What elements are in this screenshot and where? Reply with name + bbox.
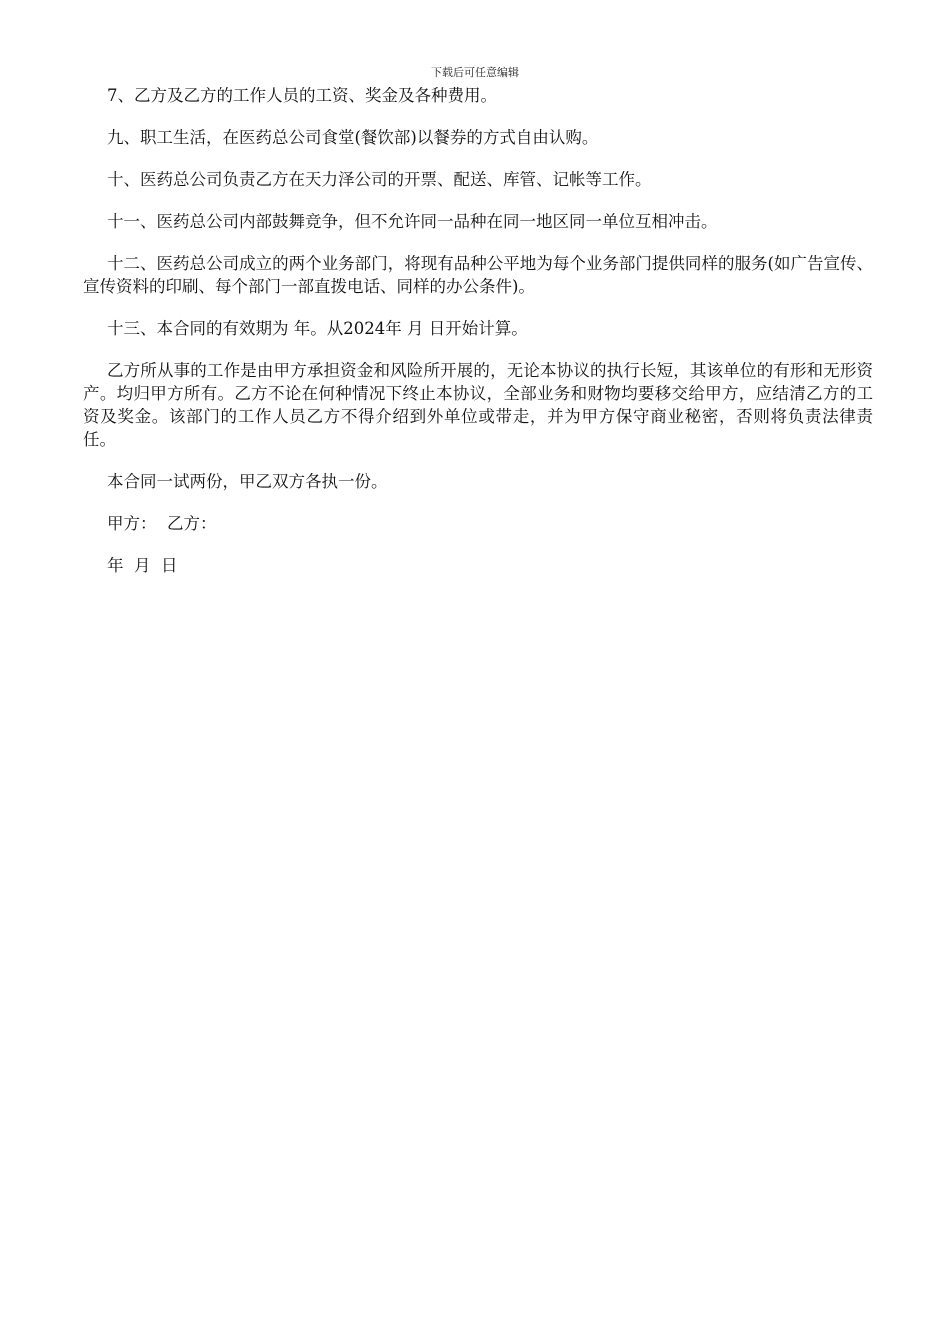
clause-12-department-services: 十二、医药总公司成立的两个业务部门，将现有品种公平地为每个业务部门提供同样的服务(如广告宣传、宣传资料的印刷、每个部门一部直拨电话、同样的办公条件)。 [83, 254, 873, 296]
clause-assets-and-confidentiality: 乙方所从事的工作是由甲方承担资金和风险所开展的，无论本协议的执行长短，其该单位的有形和无形资产。均归甲方所有。乙方不论在何种情况下终止本协议，全部业务和财物均要移交给甲方，应结清乙方的工资及奖金。该部门的工作人员乙方不得介绍到外单位或带走，并为甲方保守商业秘密，否则将负责法律责任。 [83, 361, 873, 449]
clause-11-internal-competition: 十一、医药总公司内部鼓舞竞争，但不允许同一品种在同一地区同一单位互相冲击。 [107, 212, 718, 231]
copies-statement: 本合同一试两份，甲乙双方各执一份。 [107, 472, 388, 491]
signature-parties: 甲方： 乙方： [107, 514, 217, 533]
clause-9-staff-meals: 九、职工生活，在医药总公司食堂(餐饮部)以餐券的方式自由认购。 [107, 128, 599, 147]
clause-7-wages: 7、乙方及乙方的工作人员的工资、奖金及各种费用。 [107, 86, 497, 105]
document-body [83, 84, 873, 596]
signature-date: 年 月 日 [107, 556, 178, 575]
page-header-note: 下载后可任意编辑 [431, 66, 519, 79]
clause-10-invoicing-logistics: 十、医药总公司负责乙方在天力泽公司的开票、配送、库管、记帐等工作。 [107, 170, 652, 189]
clause-13-contract-term: 十三、本合同的有效期为 年。从2024年 月 日开始计算。 [107, 319, 528, 338]
